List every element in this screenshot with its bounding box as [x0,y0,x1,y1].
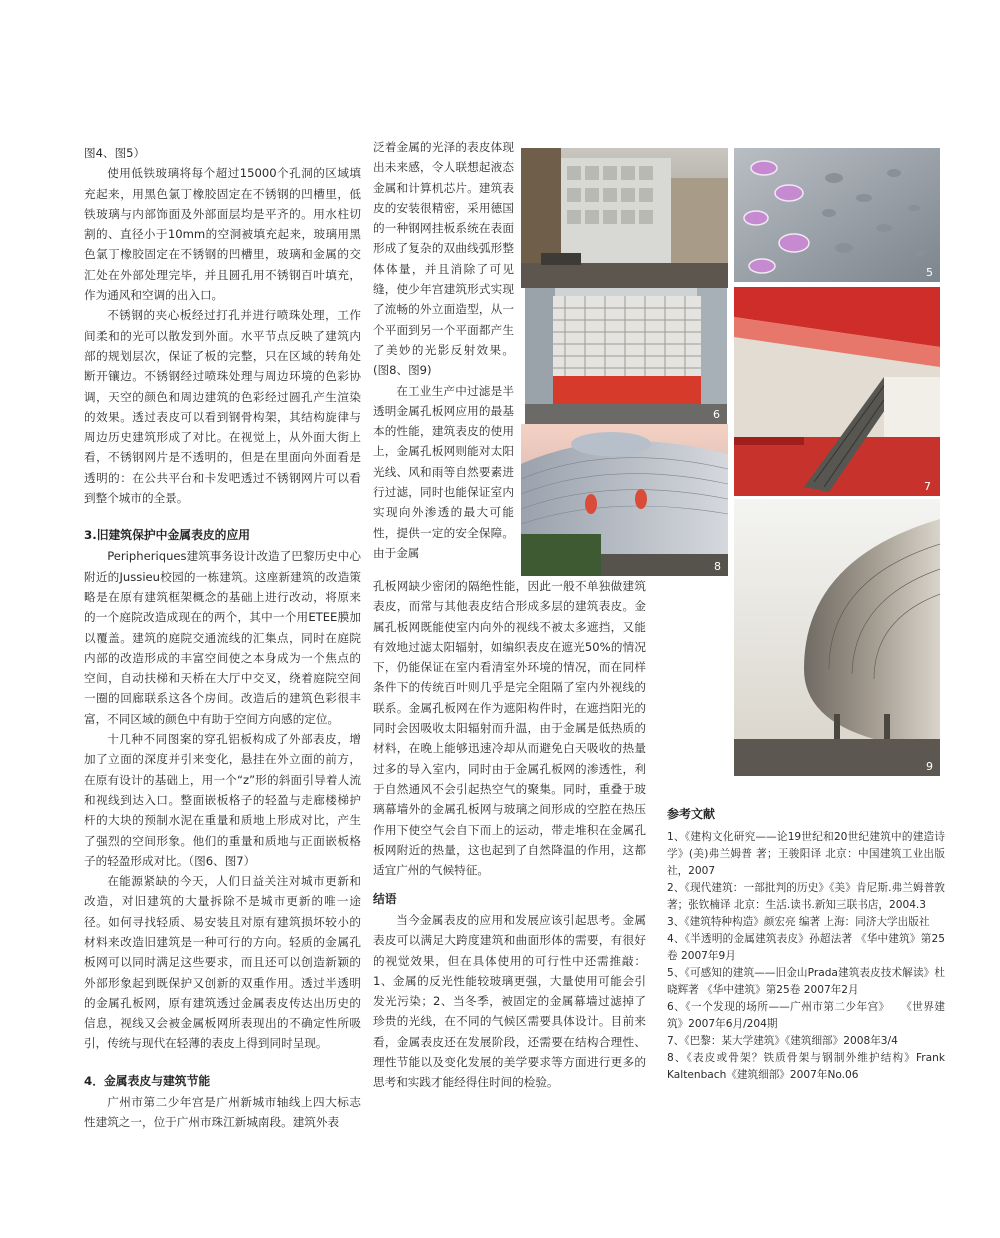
section-heading-conclusion: 结语 [373,892,397,906]
reference-item: 4、《半透明的金属建筑表皮》孙超法著 《华中建筑》第25卷 2007年9月 [667,933,945,962]
paragraph: 使用低铁玻璃将每个超过15000个孔洞的区域填充起来，用黑色氯丁橡胶固定在不锈钢的凹槽里，低铁玻璃与内部饰面及外部面层均是平齐的。用水柱切割的、直径小于10mm的空洞被填充起来，玻璃用黑色氯丁橡胶固定在不锈钢的凹槽里，玻璃和金属的交汇处在外部处理完毕，并且圆孔用不锈钢百叶填充，作为通风和空调的出入口。 [84,166,361,303]
reference-item: 7、《巴黎：某大学建筑》《建筑细部》2008年3/4 [667,1035,898,1047]
reference-item: 2、《现代建筑：一部批判的历史》《美》肯尼斯.弗兰姆普敦著；张钦楠译 北京：生活.读书.新知三联书店，2004.3 [667,882,945,911]
photo-8-metal-shell [521,424,728,576]
paragraph: Peripheriques建筑事务设计改造了巴黎历史中心附近的Jussieu校园的一栋建筑。这座新建筑的改造策略是在原有建筑框架概念的基础上进行改动，将原来的一个庭院改造成现在的两个，其中一个用ETEE膜加以覆盖。建筑的庭院交通流线的汇集点，同时在庭院内部的改造形成的丰富空间使之本身成为一个焦点的空间，自动扶梯和天桥在大厅中交叉，绕着庭院空间一圈的回廊联系这各个房间。改造后的建筑色彩很丰富，不同区域的颜色中有助于空间方向感的定位。 [84,549,361,726]
text-column-left [84,143,361,1132]
paragraph: 孔板网缺少密闭的隔绝性能，因此一般不单独做建筑表皮，而常与其他表皮结合形成多层的建筑表皮。金属孔板网既能使室内向外的视线不被太多遮挡，又能有效地过滤太阳辐射，如编织表皮在遮光50%的情况下，仍能保证在室内看清室外环境的情况，而在同样条件下的传统百叶则几乎是完全阻隔了室内外视线的联系。金属孔板网在作为遮阳构件时，在遮挡阳光的同时会因吸收太阳辐射而升温，由于金属是低热质的材料，在晚上能够迅速冷却从而避免白天吸收的热量过多的导入室内，同时由于金属孔板网的渗透性，利于自然通风不会引起热空气的聚集。同时，重叠于玻璃幕墙外的金属孔板网与玻璃之间形成的空腔在热压作用下使空气会自下而上的运动，带走堆积在金属孔板网附近的热量，这也起到了自然降温的作用，这都适宜广州的气候特征。 [373,579,646,878]
paragraph: 泛着金属的光泽的表皮体现出未来感，令人联想起液态金属和计算机芯片。建筑表皮的安装很精密，采用德国的一种钢网挂板系统在表面形成了复杂的双曲线弧形整体体量，并且消除了可见缝，使少年宫建筑形式实现了流畅的外立面造型，从一个平面到另一个平面都产生了美妙的光影反射效果。(图8、图9) [373,140,514,378]
photo-9-curved-shell [734,499,940,776]
section-heading-4: 4．金属表皮与建筑节能 [84,1073,211,1088]
reference-item: 8、《表皮或骨架？铁质骨架与钢制外维护结构》Frank Kaltenbach《建筑细部》2007年No.06 [667,1052,945,1081]
paragraph: 在工业生产中过滤是半透明金属孔板网应用的最基本的性能，建筑表皮的使用上，金属孔板网则能对太阳光线、风和雨等自然要素进行过滤，同时也能保证室内实现向外渗透的最大可能性，提供一定的安全保障。由于金属 [373,383,514,560]
references [667,806,945,1084]
photo-7-red-interior [734,287,940,496]
paragraph: 广州市第二少年宫是广州新城市轴线上四大标志性建筑之一，位于广州市珠江新城南段。建筑外表 [84,1094,361,1130]
text-column-middle-wide [373,576,646,880]
paragraph: 不锈钢的夹心板经过打孔并进行喷珠处理，工作间柔和的光可以散发到外面。水平节点反映了建筑内部的规划层次，保证了板的完整，只在区域的转角处断开镶边。不锈钢经过喷珠处理与周边环境的色彩协调，天空的颜色和周边建筑的色彩经过圆孔产生渲染的效果。透过表皮可以看到钢骨构架，其结构旋律与周边历史建筑形成了对比。在视觉上，从外面大街上看，不锈钢网片是不透明的，但是在里面向外面看是透明的：在公共平台和卡发吧透过不锈钢网片可以看到整个城市的全景。 [84,308,361,506]
reference-item: 5、《可感知的建筑——旧金山Prada建筑表皮技术解读》杜晓辉著 《华中建筑》第25卷 2007年2月 [667,967,945,996]
figure-number-6: 6 [713,408,720,421]
paragraph-lead: 图4、图5） [84,146,146,160]
reference-item: 1、《建构文化研究——论19世纪和20世纪建筑中的建造诗学》(美)弗兰姆普 著；王骏阳译 北京：中国建筑工业出版社，2007 [667,831,945,877]
figure-number-5: 5 [926,266,933,279]
photo-5-perforated-panel [734,148,940,282]
figure-number-9: 9 [926,760,933,773]
figure-number-7: 7 [924,480,931,493]
photo-6-red-facade [525,288,727,424]
reference-item: 6、《一个发现的场所——广州市第二少年宫》 《世界建筑》2007年6月/204期 [667,1001,945,1030]
references-list [667,829,945,1084]
references-title: 参考文献 [667,807,716,821]
conclusion-section [373,888,646,1093]
paragraph: 十几种不同图案的穿孔铝板构成了外部表皮，增加了立面的深度并引来变化，悬挂在外立面的前方，在原有设计的基础上，用一个“z”形的斜面引导着人流和视线到达入口。整面嵌板格子的轻盈与走廊楼梯护杆的大块的预制水泥在重量和质地上形成对比，产生了强烈的空间形象。他们的重量和质地与正面嵌板格子的轻盈形成对比。（图6、图7） [84,732,361,868]
section-heading-3: 3.旧建筑保护中金属表皮的应用 [84,528,251,543]
paragraph: 在能源紧缺的今天，人们日益关注对城市更新和改造，对旧建筑的大量拆除不是城市更新的唯一途径。如何寻找轻质、易安装且对原有建筑损坏较小的材料来改造旧建筑是一种可行的方向。轻质的金属孔板网可以同时满足这些要求，而且还可以创造新颖的外部形象起到既保护又创新的双重作用。透过半透明的金属孔板网，原有建筑透过金属表皮传达出历史的信息，视线又会被金属板网所表现出的不确定性所吸引，传统与现代在轻薄的表皮上得到同时呈现。 [84,874,361,1051]
reference-item: 3、《建筑特种构造》颜宏亮 编著 上海：同济大学出版社 [667,916,930,928]
figure-number-8: 8 [714,560,721,573]
photo-prada-street [521,148,728,288]
paragraph: 当今金属表皮的应用和发展应该引起思考。金属表皮可以满足大跨度建筑和曲面形体的需要，有很好的视觉效果，但在具体使用的可行性中还需推敲：1、金属的反光性能较玻璃更强，大量使用可能会引发光污染；2、当冬季，被固定的金属幕墙过滤掉了珍贵的光线，在不同的气候区需要具体设计。目前来看，金属表皮还在发展阶段，还需要在结构合理性、理性节能以及变化发展的美学要求等方面进行更多的思考和实践才能经得住时间的检验。 [373,913,646,1090]
text-column-middle-narrow [373,137,514,563]
